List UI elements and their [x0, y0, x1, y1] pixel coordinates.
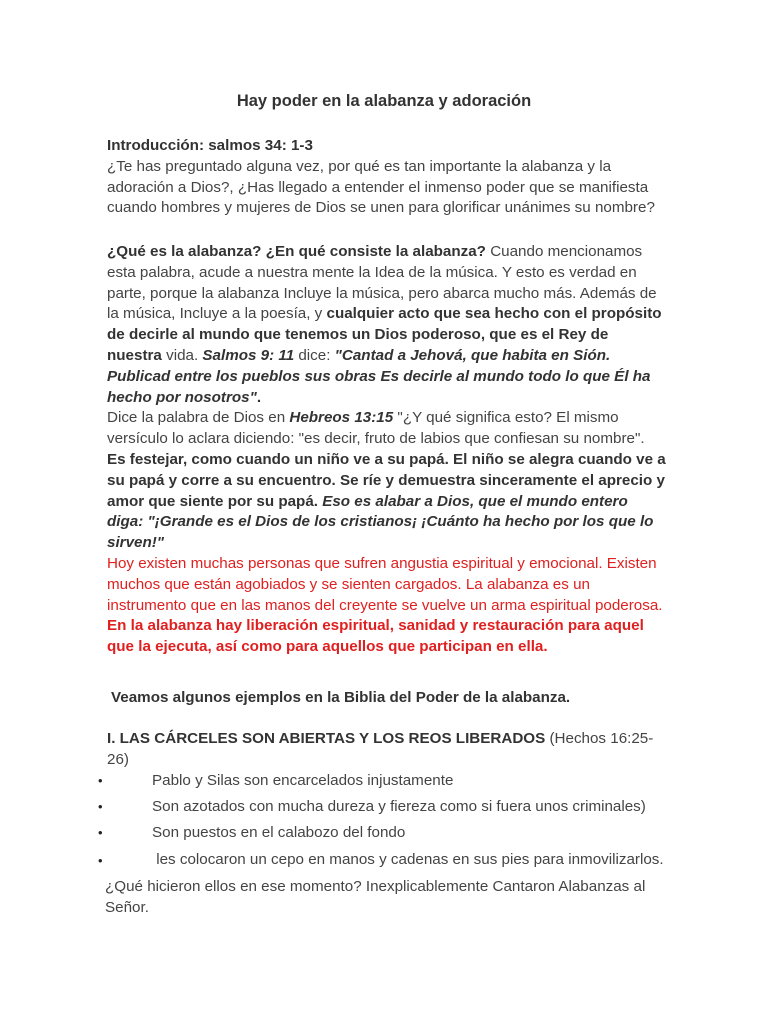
list-item-text: Son azotados con mucha dureza y fiereza como si fuera unos criminales)	[152, 798, 646, 815]
psalm-quote: "Cantad a Jehová, que habita en Sión. Publicad entre los pueblos sus obras Es decirle al mundo todo lo que Él ha hecho por nosotros"	[107, 346, 651, 406]
closing-text: ¿Qué hicieron ellos en ese momento? Inexplicablemente Cantaron Alabanzas al Señor.	[105, 878, 646, 916]
closing-paragraph	[105, 877, 665, 919]
list-item	[92, 797, 692, 823]
examples-heading-block	[111, 688, 671, 709]
list-item-text: les colocaron un cepo en manos y cadenas en sus pies para inmovilizarlos.	[152, 851, 664, 868]
definition-bold: cualquier acto que sea hecho con el propósito de decirle al mundo que tenemos un Dios poderoso, que es el Rey de nuestra	[107, 305, 662, 364]
intro-paragraph	[107, 136, 667, 219]
examples-heading: Veamos algunos ejemplos en la Biblia del Poder de la alabanza.	[111, 689, 571, 706]
definition-question: ¿Qué es la alabanza? ¿En qué consiste la alabanza?	[107, 243, 486, 260]
list-item-text: Son puestos en el calabozo del fondo	[152, 824, 406, 841]
section-one-reference: (Hechos 16:25-26)	[107, 730, 654, 768]
psalm-reference: Salmos 9: 11	[202, 346, 295, 364]
hebrews-bold: Es festejar, como cuando un niño ve a su papá. El niño se alegra cuando ve a su papá y corre a su encuentro. Se ríe y demuestra sinceramente el aprecio y amor que siente por su papá.	[107, 450, 666, 510]
hebrews-text-2: "¿Y qué significa esto? El mismo versículo lo aclara diciendo: "es decir, fruto de labios que confiesan su nombre".	[107, 409, 645, 448]
definition-text-1: Cuando mencionamos esta palabra, acude a nuestra mente la Idea de la música. Y esto es verdad en parte, porque la alabanza Incluye la música, pero abarca mucho más. Además de la música, Incluye a la poesía, y	[107, 243, 657, 323]
section-one-heading: I. LAS CÁRCELES SON ABIERTAS Y LOS REOS LIBERADOS	[107, 730, 546, 747]
bullet-icon: •	[98, 799, 103, 814]
list-item	[92, 823, 692, 849]
list-item	[92, 849, 692, 876]
hebrews-text-1: Dice la palabra de Dios en	[107, 409, 290, 427]
definition-text-3: dice:	[294, 346, 335, 364]
hebrews-bold-italic: Eso es alabar a Dios, que el mundo entero diga: "¡Grande es el Dios de los cristianos¡ ¡Cuánto ha hecho por los que lo sirven!"	[107, 492, 654, 552]
section-one	[107, 729, 667, 771]
bullet-list	[92, 771, 692, 876]
quote-period: .	[256, 388, 262, 406]
red-text: Hoy existen muchas personas que sufren angustia espiritual y emocional. Existen muchos que están agobiados y se sienten cargados. La alabanza es un instrumento que en las manos del creyente se vuelve un arma espiritual poderosa.	[107, 554, 663, 614]
intro-heading: Introducción: salmos 34: 1-3	[107, 137, 313, 154]
page-title: Hay poder en la alabanza y adoración	[236, 92, 532, 110]
bullet-icon: •	[98, 853, 103, 868]
definition-paragraph	[107, 242, 667, 658]
definition-text-2: vida.	[161, 346, 203, 364]
intro-text: ¿Te has preguntado alguna vez, por qué es tan importante la alabanza y la adoración a Dios?, ¿Has llegado a entender el inmenso poder que se manifiesta cuando hombres y mujeres de Dios se unen para glorificar unánimes su nombre?	[107, 157, 655, 217]
bullet-icon: •	[98, 825, 103, 840]
list-item-text: Pablo y Silas son encarcelados injustamente	[152, 772, 454, 789]
hebrews-reference: Hebreos 13:15	[289, 409, 394, 427]
bullet-icon: •	[98, 773, 103, 788]
red-bold-text: En la alabanza hay liberación espiritual, sanidad y restauración para aquel que la ejecuta, así como para aquellos que participan en ella.	[107, 617, 644, 656]
list-item	[92, 771, 692, 797]
